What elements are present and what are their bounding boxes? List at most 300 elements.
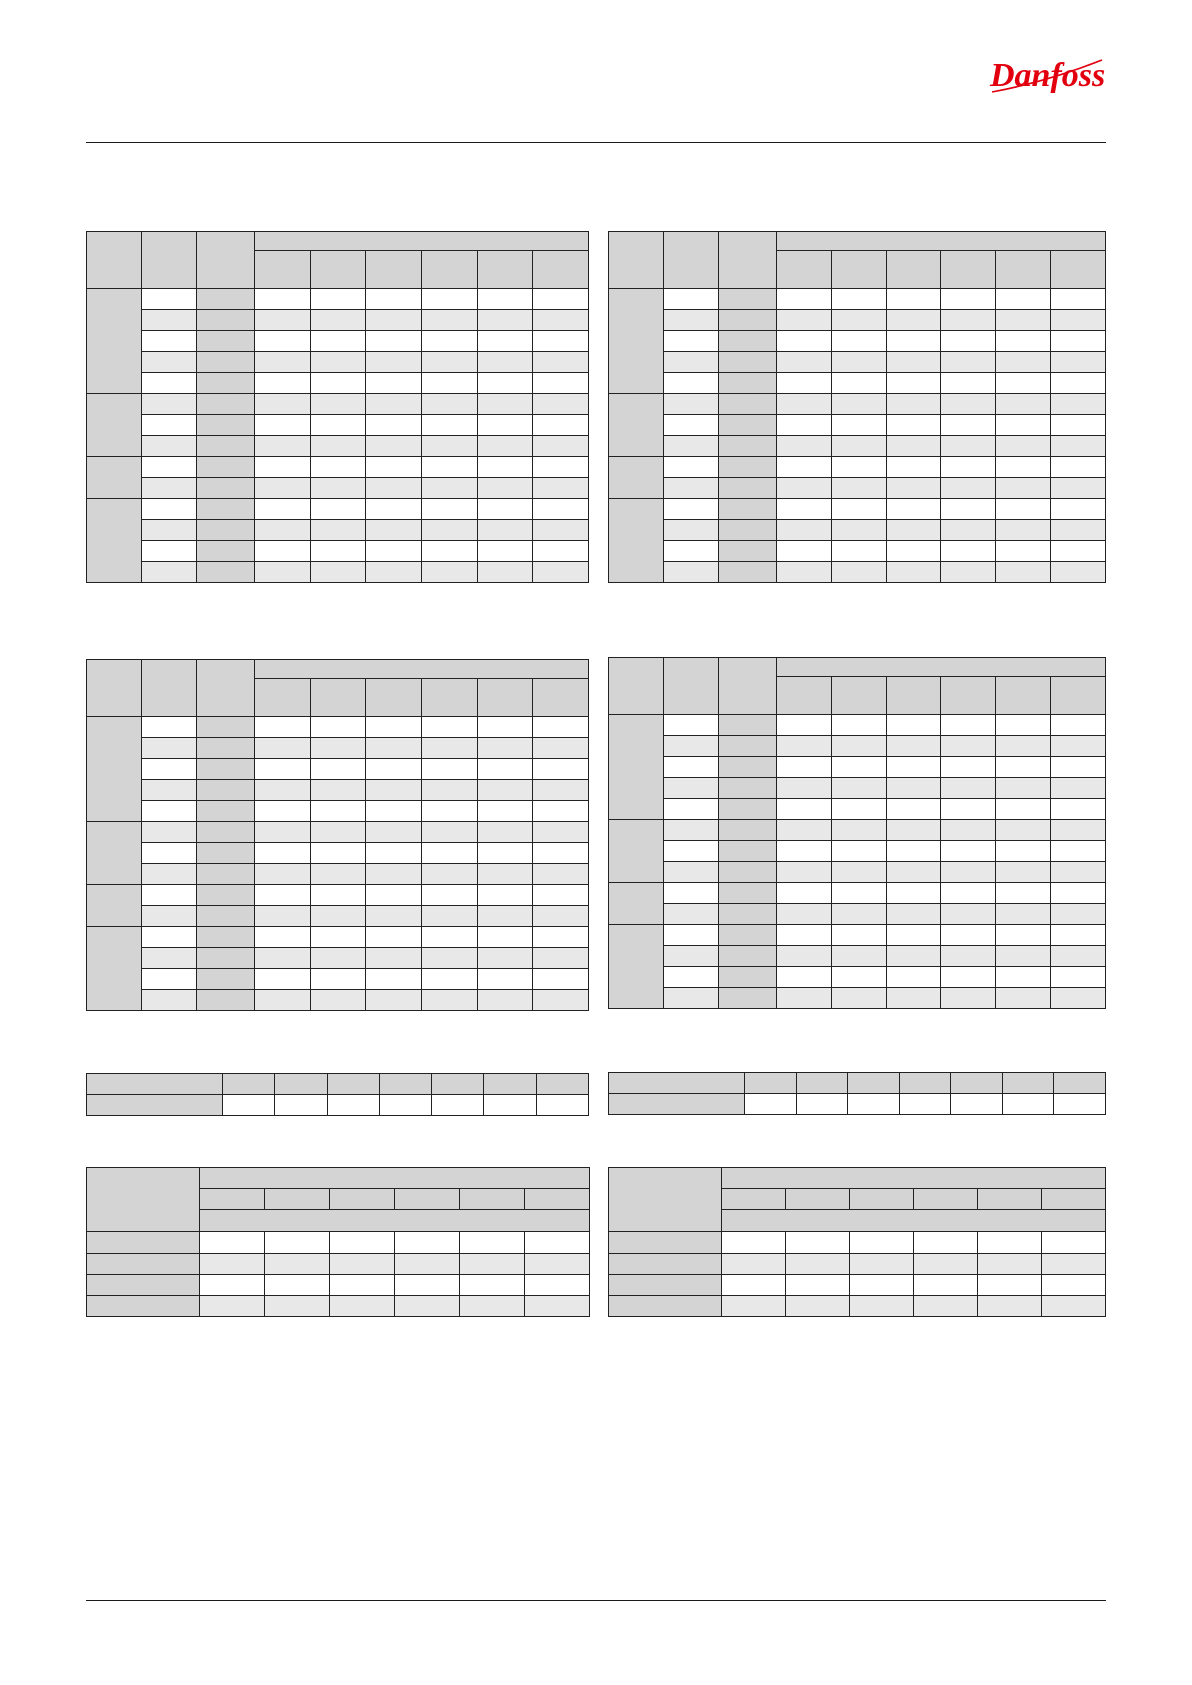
table-cell [142, 660, 197, 717]
table-cell [255, 520, 311, 541]
table-cell [886, 820, 941, 841]
table-cell [310, 738, 366, 759]
table-cell [87, 717, 142, 822]
table-row [87, 1095, 589, 1116]
table-cell [142, 415, 197, 436]
table-cell [477, 310, 533, 331]
table-cell [996, 841, 1051, 862]
table-cell [197, 394, 255, 415]
table-cell [719, 562, 777, 583]
table-cell [395, 1232, 460, 1253]
table-cell [477, 738, 533, 759]
table-cell [223, 1095, 275, 1116]
table-cell [142, 864, 197, 885]
table-cell [421, 990, 477, 1011]
table-cell [421, 436, 477, 457]
table-cell [996, 289, 1051, 310]
table-cell [421, 885, 477, 906]
table-cell [142, 738, 197, 759]
table-cell [777, 251, 832, 289]
table-cell [996, 736, 1051, 757]
table-row [87, 990, 589, 1011]
table-cell [1054, 1073, 1106, 1094]
performance-table-top-right [608, 231, 1106, 583]
table-cell [722, 1253, 786, 1274]
table-cell [310, 541, 366, 562]
table-row [87, 864, 589, 885]
table-cell [330, 1274, 395, 1295]
table-cell [197, 759, 255, 780]
table-cell [786, 1232, 850, 1253]
table-cell [197, 415, 255, 436]
table-cell [978, 1232, 1042, 1253]
table-cell [719, 373, 777, 394]
table-cell [1042, 1189, 1106, 1210]
table-cell [796, 1094, 848, 1115]
table-cell [664, 799, 719, 820]
table-cell [366, 520, 422, 541]
table-cell [777, 677, 832, 715]
table-cell [941, 799, 996, 820]
table-cell [722, 1189, 786, 1210]
table-cell [366, 352, 422, 373]
table-cell [477, 289, 533, 310]
table-cell [831, 925, 886, 946]
table-row [87, 1274, 590, 1295]
table-cell [310, 906, 366, 927]
table-cell [831, 778, 886, 799]
table-cell [421, 864, 477, 885]
table-cell [831, 520, 886, 541]
table-cell [722, 1232, 786, 1253]
table-cell [1051, 946, 1106, 967]
table-cell [366, 478, 422, 499]
table-cell [197, 436, 255, 457]
table-cell [914, 1189, 978, 1210]
table-cell [831, 499, 886, 520]
table-cell [533, 717, 589, 738]
table-cell [310, 499, 366, 520]
table-cell [265, 1253, 330, 1274]
table-row [87, 906, 589, 927]
table-cell [786, 1253, 850, 1274]
table-cell [197, 717, 255, 738]
table-cell [777, 799, 832, 820]
table-row [609, 967, 1106, 988]
table-cell [719, 736, 777, 757]
table-cell [142, 352, 197, 373]
table-cell [421, 310, 477, 331]
table-row [609, 520, 1106, 541]
table-cell [533, 780, 589, 801]
table-cell [831, 841, 886, 862]
table-cell [421, 478, 477, 499]
table-cell [197, 289, 255, 310]
table-cell [850, 1232, 914, 1253]
table-cell [265, 1295, 330, 1316]
table-cell [255, 436, 311, 457]
table-cell [255, 232, 589, 251]
table-cell [848, 1094, 900, 1115]
table-cell [899, 1094, 951, 1115]
table-cell [941, 415, 996, 436]
table-cell [255, 352, 311, 373]
table-cell [1051, 862, 1106, 883]
table-cell [886, 736, 941, 757]
table-cell [366, 843, 422, 864]
table-cell [142, 436, 197, 457]
table-cell [886, 331, 941, 352]
table-cell [255, 415, 311, 436]
table-row [609, 499, 1106, 520]
table-cell [664, 862, 719, 883]
table-cell [142, 457, 197, 478]
table-cell [996, 251, 1051, 289]
table-cell [310, 520, 366, 541]
table-cell [664, 541, 719, 562]
table-cell [941, 946, 996, 967]
table-cell [366, 948, 422, 969]
table-cell [899, 1073, 951, 1094]
table-cell [664, 289, 719, 310]
table-cell [886, 478, 941, 499]
table-cell [719, 862, 777, 883]
table-cell [421, 394, 477, 415]
table-cell [1051, 562, 1106, 583]
table-cell [831, 478, 886, 499]
table-cell [941, 520, 996, 541]
table-cell [395, 1274, 460, 1295]
table-cell [87, 1074, 223, 1095]
table-cell [310, 927, 366, 948]
table-row [87, 717, 589, 738]
table-cell [664, 904, 719, 925]
table-cell [310, 436, 366, 457]
table-cell [87, 1295, 200, 1316]
table-cell [777, 904, 832, 925]
table-cell [719, 946, 777, 967]
table-cell [477, 373, 533, 394]
table-cell [255, 822, 311, 843]
table-cell [941, 373, 996, 394]
table-cell [255, 759, 311, 780]
table-cell [664, 946, 719, 967]
table-cell [609, 289, 664, 394]
table-cell [777, 757, 832, 778]
table-cell [1051, 841, 1106, 862]
table-cell [719, 841, 777, 862]
table-cell [996, 310, 1051, 331]
table-cell [255, 373, 311, 394]
table-cell [536, 1074, 588, 1095]
table-cell [142, 562, 197, 583]
table-cell [477, 801, 533, 822]
table-cell [719, 988, 777, 1009]
table-cell [886, 967, 941, 988]
performance-table-middle-left [86, 659, 589, 1011]
table-cell [914, 1253, 978, 1274]
table-cell [379, 1074, 431, 1095]
table-cell [886, 541, 941, 562]
table-cell [1051, 541, 1106, 562]
table-cell [664, 436, 719, 457]
table-cell [255, 717, 311, 738]
table-cell [996, 373, 1051, 394]
table-cell [719, 520, 777, 541]
table-cell [831, 289, 886, 310]
table-cell [914, 1232, 978, 1253]
table-cell [609, 499, 664, 583]
table-cell [366, 394, 422, 415]
table-cell [477, 562, 533, 583]
table-cell [87, 660, 142, 717]
table-cell [310, 759, 366, 780]
table-cell [366, 885, 422, 906]
table-cell [477, 864, 533, 885]
table-cell [197, 738, 255, 759]
table-cell [366, 738, 422, 759]
table-cell [1042, 1232, 1106, 1253]
table-cell [310, 780, 366, 801]
table-cell [395, 1295, 460, 1316]
table-cell [525, 1274, 590, 1295]
table-cell [142, 927, 197, 948]
table-row [87, 660, 589, 679]
table-cell [255, 738, 311, 759]
table-cell [142, 843, 197, 864]
table-cell [477, 717, 533, 738]
table-cell [664, 331, 719, 352]
table-cell [142, 499, 197, 520]
table-cell [421, 679, 477, 717]
table-cell [664, 757, 719, 778]
table-cell [533, 352, 589, 373]
table-cell [886, 352, 941, 373]
table-cell [1051, 289, 1106, 310]
table-cell [87, 232, 142, 289]
table-row [87, 1074, 589, 1095]
table-cell [255, 499, 311, 520]
table-cell [1051, 677, 1106, 715]
table-cell [310, 717, 366, 738]
table-row [87, 499, 589, 520]
table-cell [142, 717, 197, 738]
table-cell [265, 1232, 330, 1253]
table-cell [777, 946, 832, 967]
table-cell [941, 310, 996, 331]
table-cell [745, 1094, 797, 1115]
table-cell [996, 967, 1051, 988]
table-cell [996, 352, 1051, 373]
table-cell [310, 352, 366, 373]
table-cell [533, 541, 589, 562]
table-row [87, 780, 589, 801]
table-cell [609, 394, 664, 457]
table-cell [722, 1210, 1106, 1232]
table-cell [197, 990, 255, 1011]
table-row [609, 1295, 1106, 1316]
table-cell [421, 520, 477, 541]
table-cell [142, 990, 197, 1011]
table-row [87, 541, 589, 562]
table-cell [477, 759, 533, 780]
table-cell [200, 1274, 265, 1295]
table-cell [777, 289, 832, 310]
table-cell [1051, 331, 1106, 352]
table-cell [664, 820, 719, 841]
table-cell [996, 799, 1051, 820]
table-cell [996, 499, 1051, 520]
table-cell [886, 251, 941, 289]
table-cell [914, 1274, 978, 1295]
table-cell [142, 822, 197, 843]
table-cell [941, 677, 996, 715]
table-cell [941, 862, 996, 883]
table-cell [477, 780, 533, 801]
table-cell [197, 801, 255, 822]
table-cell [1051, 715, 1106, 736]
table-cell [525, 1253, 590, 1274]
table-row [87, 331, 589, 352]
table-cell [996, 946, 1051, 967]
table-cell [664, 394, 719, 415]
danfoss-logo [986, 52, 1106, 102]
table-cell [831, 820, 886, 841]
table-cell [719, 289, 777, 310]
table-cell [831, 946, 886, 967]
table-cell [87, 927, 142, 1011]
table-cell [533, 331, 589, 352]
table-cell [886, 310, 941, 331]
table-cell [996, 715, 1051, 736]
table-cell [978, 1253, 1042, 1274]
table-cell [831, 562, 886, 583]
table-cell [996, 436, 1051, 457]
table-cell [1002, 1073, 1054, 1094]
table-cell [609, 232, 664, 289]
table-row [609, 946, 1106, 967]
table-cell [421, 352, 477, 373]
table-cell [477, 457, 533, 478]
table-cell [850, 1295, 914, 1316]
table-row [87, 289, 589, 310]
table-cell [421, 289, 477, 310]
table-cell [421, 927, 477, 948]
table-cell [142, 289, 197, 310]
table-cell [87, 1274, 200, 1295]
table-cell [142, 331, 197, 352]
table-cell [941, 289, 996, 310]
table-cell [978, 1295, 1042, 1316]
table-cell [421, 331, 477, 352]
table-cell [142, 948, 197, 969]
table-cell [366, 906, 422, 927]
table-cell [310, 885, 366, 906]
table-cell [664, 841, 719, 862]
table-cell [310, 331, 366, 352]
table-cell [719, 310, 777, 331]
table-cell [609, 925, 664, 1009]
summary-table-right [608, 1072, 1106, 1115]
table-cell [609, 658, 664, 715]
table-cell [719, 478, 777, 499]
table-row [609, 1168, 1106, 1189]
table-cell [996, 820, 1051, 841]
table-cell [379, 1095, 431, 1116]
table-cell [533, 906, 589, 927]
table-cell [265, 1274, 330, 1295]
table-cell [831, 883, 886, 904]
table-cell [777, 373, 832, 394]
table-cell [664, 883, 719, 904]
table-cell [941, 499, 996, 520]
table-cell [533, 843, 589, 864]
table-cell [421, 251, 477, 289]
table-cell [395, 1253, 460, 1274]
table-row [87, 310, 589, 331]
table-cell [533, 520, 589, 541]
table-cell [719, 820, 777, 841]
table-cell [460, 1189, 525, 1210]
table-cell [533, 310, 589, 331]
table-cell [664, 457, 719, 478]
table-cell [941, 841, 996, 862]
table-cell [777, 562, 832, 583]
table-cell [421, 541, 477, 562]
performance-table-top-left [86, 231, 589, 583]
table-cell [664, 925, 719, 946]
table-cell [255, 331, 311, 352]
table-cell [366, 415, 422, 436]
table-cell [777, 658, 1106, 677]
table-row [87, 1253, 590, 1274]
table-cell [197, 541, 255, 562]
table-cell [941, 778, 996, 799]
table-cell [421, 499, 477, 520]
table-cell [1051, 251, 1106, 289]
table-cell [477, 948, 533, 969]
table-cell [996, 562, 1051, 583]
logo-wordmark: Danfoss [990, 57, 1106, 94]
table-cell [255, 541, 311, 562]
table-cell [477, 436, 533, 457]
table-cell [460, 1295, 525, 1316]
table-cell [777, 415, 832, 436]
table-cell [142, 373, 197, 394]
table-row [87, 927, 589, 948]
table-cell [255, 660, 589, 679]
table-cell [432, 1074, 484, 1095]
table-row [87, 394, 589, 415]
table-cell [886, 457, 941, 478]
table-cell [87, 499, 142, 583]
table-row [609, 232, 1106, 251]
table-cell [310, 843, 366, 864]
table-cell [533, 864, 589, 885]
table-cell [366, 310, 422, 331]
table-cell [941, 988, 996, 1009]
table-cell [142, 541, 197, 562]
table-cell [421, 780, 477, 801]
table-row [87, 457, 589, 478]
table-cell [395, 1189, 460, 1210]
table-cell [777, 394, 832, 415]
table-cell [255, 948, 311, 969]
table-cell [941, 736, 996, 757]
table-cell [366, 717, 422, 738]
table-cell [1051, 757, 1106, 778]
table-cell [200, 1168, 590, 1189]
